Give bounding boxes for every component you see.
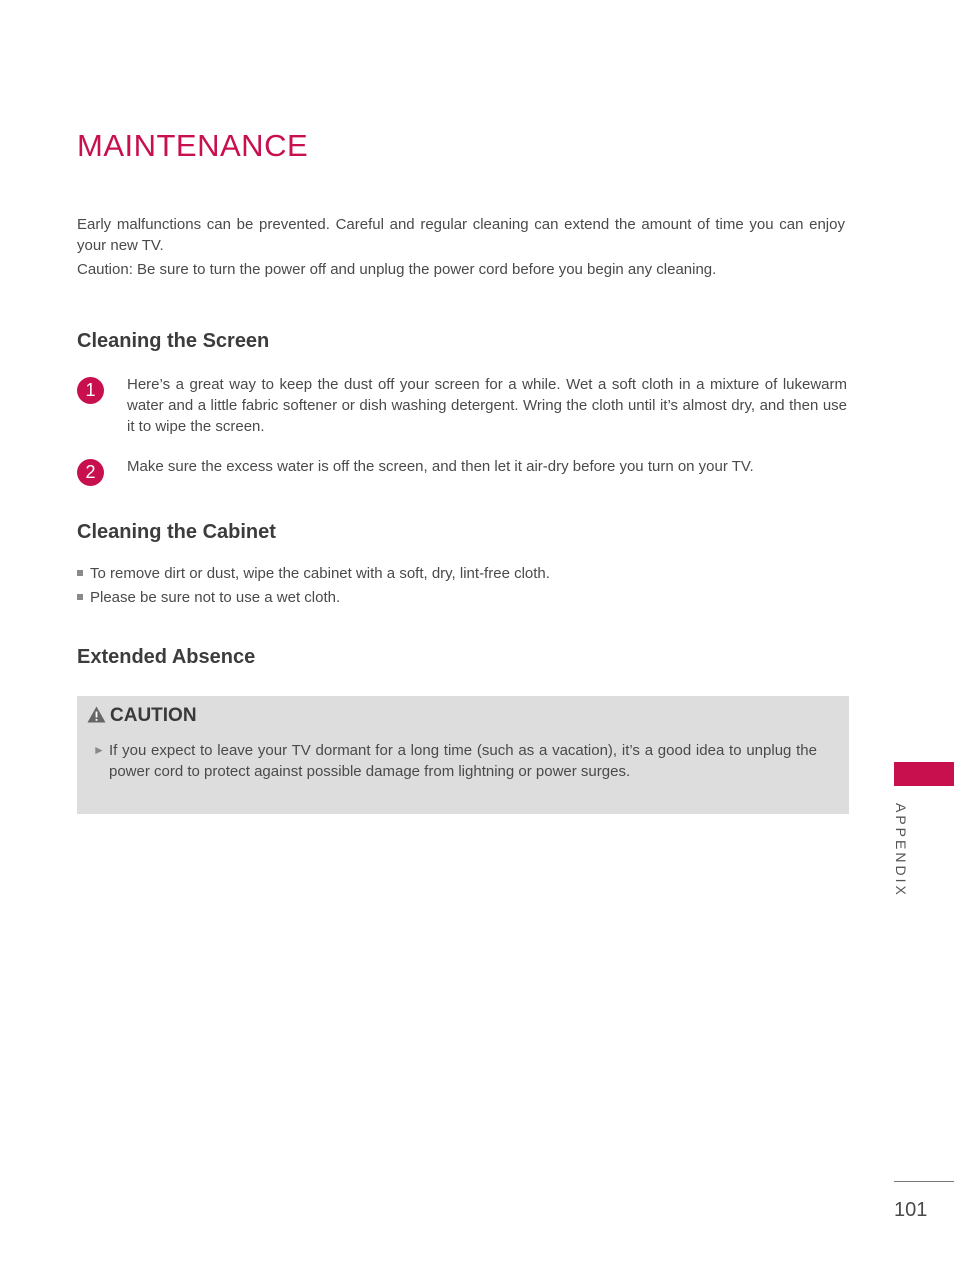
step-1: [77, 374, 847, 437]
intro-text: [77, 214, 845, 283]
step-text: Make sure the excess water is off the screen, and then let it air-dry before you turn on your TV.: [127, 458, 754, 475]
page-number: 101: [894, 1199, 928, 1221]
step-2: [77, 456, 847, 482]
list-item-text: To remove dirt or dust, wipe the cabinet with a soft, dry, lint-free cloth.: [90, 565, 550, 582]
caution-label: CAUTION: [110, 705, 197, 726]
list-item: [77, 587, 550, 608]
page-number-rule: [894, 1181, 954, 1182]
cabinet-bullet-list: [77, 563, 550, 611]
section-heading-cabinet: Cleaning the Cabinet: [77, 521, 276, 543]
step-text: Here’s a great way to keep the dust off your screen for a while. Wet a soft cloth in a mixture of lukewarm water and a little fabric softener or dish washing detergent. Wring the cloth until it’s almost dry, and then use it to wipe the screen.: [127, 376, 847, 435]
intro-caution: Caution: Be sure to turn the power off and unplug the power cord before you begin any cleaning.: [77, 261, 717, 278]
arrow-right-icon: ►: [93, 743, 105, 757]
caution-box: [77, 696, 849, 814]
step-number-badge: 1: [77, 377, 104, 404]
bullet-square-icon: [77, 594, 83, 600]
page-title: MAINTENANCE: [77, 128, 309, 163]
list-item: [77, 563, 550, 584]
bullet-square-icon: [77, 570, 83, 576]
list-item-text: Please be sure not to use a wet cloth.: [90, 589, 341, 606]
caution-body: [93, 740, 817, 782]
section-heading-screen: Cleaning the Screen: [77, 330, 270, 352]
section-tab-marker: [894, 762, 954, 786]
side-section-label: APPENDIX: [893, 803, 909, 898]
warning-triangle-icon: [87, 706, 106, 729]
caution-text: If you expect to leave your TV dormant for a long time (such as a vacation), it’s a good idea to unplug the power cord to protect against possible damage from lightning or power surges.: [109, 742, 817, 780]
intro-paragraph: Early malfunctions can be prevented. Careful and regular cleaning can extend the amount of time you can enjoy your new TV.: [77, 216, 845, 254]
step-number-badge: 2: [77, 459, 104, 486]
caution-heading: [87, 705, 197, 729]
section-heading-absence: Extended Absence: [77, 646, 256, 668]
